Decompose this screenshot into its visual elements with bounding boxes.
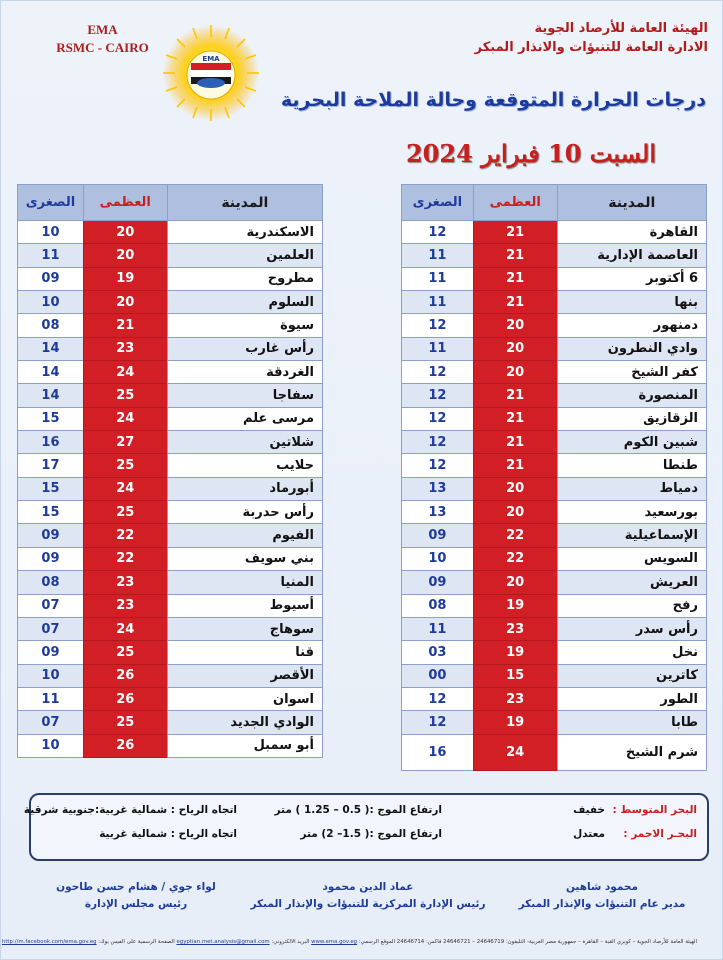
- min-temp-cell: 13: [402, 477, 474, 500]
- max-temp-cell: 25: [83, 384, 167, 407]
- rsmc-text: RSMC - CAIRO: [56, 40, 149, 55]
- table-row: [402, 431, 707, 454]
- min-temp-cell: 12: [402, 687, 474, 710]
- city-cell: الأقصر: [167, 664, 322, 687]
- max-column-header: العظمى: [83, 185, 167, 221]
- max-temp-cell: 21: [473, 431, 557, 454]
- min-temp-cell: 12: [402, 361, 474, 384]
- city-cell: شلاتين: [167, 431, 322, 454]
- signature-central-director: [233, 879, 503, 913]
- table-row: [402, 571, 707, 594]
- forecast-date: السبت 10 فبراير 2024: [405, 139, 657, 168]
- max-temp-cell: 25: [83, 454, 167, 477]
- max-temp-cell: 23: [83, 571, 167, 594]
- max-temp-cell: 21: [473, 221, 557, 244]
- max-temp-cell: 26: [83, 734, 167, 757]
- facebook-link[interactable]: http://m.facebook.com/ema.gov.eg: [1, 939, 97, 945]
- table-row: [402, 407, 707, 430]
- table-row: [402, 267, 707, 290]
- max-temp-cell: 20: [83, 221, 167, 244]
- max-temp-cell: 20: [83, 291, 167, 314]
- max-temp-cell: 26: [83, 687, 167, 710]
- table-row: [18, 547, 323, 570]
- max-temp-cell: 20: [473, 314, 557, 337]
- table-row: [18, 221, 323, 244]
- city-cell: أسيوط: [167, 594, 322, 617]
- min-temp-cell: 14: [18, 337, 84, 360]
- max-temp-cell: 22: [473, 524, 557, 547]
- sea-name: البحر المتوسط :: [612, 804, 697, 816]
- min-temp-cell: 16: [18, 431, 84, 454]
- max-temp-cell: 20: [83, 244, 167, 267]
- table-row: [402, 454, 707, 477]
- table-row: [18, 267, 323, 290]
- table-row: [18, 734, 323, 757]
- min-temp-cell: 12: [402, 221, 474, 244]
- city-cell: نخل: [557, 641, 706, 664]
- email-link[interactable]: egyptian.met.analysis@gmail.com: [176, 939, 270, 945]
- city-cell: شرم الشيخ: [557, 734, 706, 770]
- sea-state: خفيف: [573, 804, 605, 816]
- signatory-name: محمود شاهين: [565, 881, 639, 893]
- right-table-body: [402, 221, 707, 771]
- org-line-2: الادارة العامة للتنبؤات والانذار المبكر: [474, 40, 708, 55]
- city-cell: أبو سمبل: [167, 734, 322, 757]
- city-cell: رأس حدربة: [167, 501, 322, 524]
- max-temp-cell: 22: [83, 524, 167, 547]
- wind-direction: اتجاه الرياح : شمالية غربية:جنوبية شرقية: [23, 804, 237, 816]
- city-cell: العاصمة الإدارية: [557, 244, 706, 267]
- max-temp-cell: 20: [473, 361, 557, 384]
- max-temp-cell: 19: [473, 711, 557, 734]
- table-row: [18, 431, 323, 454]
- max-temp-cell: 24: [83, 361, 167, 384]
- table-row: [18, 384, 323, 407]
- table-row: [402, 244, 707, 267]
- city-column-header: المدينة: [557, 185, 706, 221]
- table-header-row: [18, 185, 323, 221]
- sea-name: البحـر الاحمر :: [623, 828, 697, 840]
- table-row: [18, 501, 323, 524]
- max-temp-cell: 26: [83, 664, 167, 687]
- city-cell: اسوان: [167, 687, 322, 710]
- min-temp-cell: 15: [18, 477, 84, 500]
- table-row: [18, 641, 323, 664]
- website-link[interactable]: www.ema.gov.eg: [311, 939, 358, 945]
- max-temp-cell: 23: [473, 687, 557, 710]
- max-temp-cell: 22: [83, 547, 167, 570]
- max-temp-cell: 23: [83, 594, 167, 617]
- max-temp-cell: 25: [83, 641, 167, 664]
- city-cell: الإسماعيلية: [557, 524, 706, 547]
- wind-direction: اتجاه الرياح : شمالية غربية: [99, 828, 237, 840]
- max-temp-cell: 20: [473, 477, 557, 500]
- table-row: [18, 711, 323, 734]
- max-temp-cell: 21: [473, 384, 557, 407]
- facebook-label: الصفحة الرسمية على الفيس بوك:: [98, 939, 175, 945]
- max-temp-cell: 24: [83, 617, 167, 640]
- min-temp-cell: 16: [402, 734, 474, 770]
- min-temp-cell: 15: [18, 501, 84, 524]
- city-cell: قنا: [167, 641, 322, 664]
- left-temperature-table: [17, 184, 323, 758]
- max-temp-cell: 21: [473, 244, 557, 267]
- table-row: [18, 664, 323, 687]
- min-temp-cell: 10: [18, 664, 84, 687]
- min-column-header: الصغرى: [18, 185, 84, 221]
- max-temp-cell: 23: [83, 337, 167, 360]
- city-cell: كاترين: [557, 664, 706, 687]
- city-cell: سيوة: [167, 314, 322, 337]
- min-temp-cell: 03: [402, 641, 474, 664]
- table-row: [402, 711, 707, 734]
- city-cell: دمياط: [557, 477, 706, 500]
- max-temp-cell: 24: [473, 734, 557, 770]
- signatory-name: لواء جوي / هشام حسن طاحون: [56, 881, 216, 893]
- min-temp-cell: 14: [18, 361, 84, 384]
- max-temp-cell: 21: [473, 267, 557, 290]
- ema-rsmc-label: [45, 21, 160, 57]
- min-temp-cell: 12: [402, 314, 474, 337]
- max-temp-cell: 21: [83, 314, 167, 337]
- min-temp-cell: 12: [402, 454, 474, 477]
- city-cell: السويس: [557, 547, 706, 570]
- table-row: [18, 617, 323, 640]
- table-row: [402, 594, 707, 617]
- max-temp-cell: 20: [473, 337, 557, 360]
- table-row: [18, 454, 323, 477]
- max-temp-cell: 24: [83, 407, 167, 430]
- table-row: [18, 524, 323, 547]
- right-temperature-table: [401, 184, 707, 771]
- city-cell: رأس غارب: [167, 337, 322, 360]
- ema-sun-logo: [161, 23, 261, 123]
- min-temp-cell: 08: [18, 571, 84, 594]
- footer-contact: [1, 939, 697, 945]
- table-row: [18, 407, 323, 430]
- table-row: [18, 571, 323, 594]
- signatory-name: عماد الدين محمود: [322, 881, 414, 893]
- city-cell: الطور: [557, 687, 706, 710]
- table-row: [18, 291, 323, 314]
- table-row: [18, 314, 323, 337]
- left-table-body: [18, 221, 323, 758]
- max-temp-cell: 21: [473, 291, 557, 314]
- city-cell: وادي النطرون: [557, 337, 706, 360]
- page-title: درجات الحرارة المتوقعة وحالة الملاحة البحرية: [280, 89, 706, 111]
- max-temp-cell: 21: [473, 454, 557, 477]
- min-temp-cell: 09: [402, 571, 474, 594]
- city-cell: الزقازيق: [557, 407, 706, 430]
- wave-height: ارتفاع الموج :( 0.5 – 1.25 ) متر: [274, 804, 442, 816]
- city-cell: الوادي الجديد: [167, 711, 322, 734]
- min-column-header: الصغرى: [402, 185, 474, 221]
- max-temp-cell: 22: [473, 547, 557, 570]
- city-cell: حلايب: [167, 454, 322, 477]
- max-temp-cell: 25: [83, 711, 167, 734]
- sea-row-red-sea: [31, 828, 707, 848]
- city-cell: طنطا: [557, 454, 706, 477]
- max-temp-cell: 21: [473, 407, 557, 430]
- min-temp-cell: 11: [402, 337, 474, 360]
- min-temp-cell: 00: [402, 664, 474, 687]
- min-temp-cell: 11: [402, 291, 474, 314]
- min-temp-cell: 07: [18, 594, 84, 617]
- min-temp-cell: 10: [18, 291, 84, 314]
- table-header-row: [402, 185, 707, 221]
- city-cell: مطروح: [167, 267, 322, 290]
- max-temp-cell: 19: [473, 594, 557, 617]
- table-row: [402, 617, 707, 640]
- city-cell: بنها: [557, 291, 706, 314]
- max-temp-cell: 19: [83, 267, 167, 290]
- city-cell: كفر الشيخ: [557, 361, 706, 384]
- city-cell: السلوم: [167, 291, 322, 314]
- city-cell: دمنهور: [557, 314, 706, 337]
- max-temp-cell: 20: [473, 501, 557, 524]
- min-temp-cell: 09: [18, 547, 84, 570]
- table-row: [402, 384, 707, 407]
- city-cell: القاهرة: [557, 221, 706, 244]
- table-row: [18, 244, 323, 267]
- max-temp-cell: 24: [83, 477, 167, 500]
- city-cell: رفح: [557, 594, 706, 617]
- sea-state-box: [23, 793, 709, 861]
- city-cell: رأس سدر: [557, 617, 706, 640]
- city-cell: العلمين: [167, 244, 322, 267]
- min-temp-cell: 12: [402, 384, 474, 407]
- table-row: [18, 477, 323, 500]
- table-row: [18, 687, 323, 710]
- min-temp-cell: 10: [402, 547, 474, 570]
- min-temp-cell: 11: [18, 687, 84, 710]
- max-temp-cell: 19: [473, 641, 557, 664]
- table-row: [402, 664, 707, 687]
- min-temp-cell: 14: [18, 384, 84, 407]
- signature-forecast-director: [502, 879, 702, 913]
- table-row: [402, 547, 707, 570]
- city-cell: الغردقة: [167, 361, 322, 384]
- city-cell: أبورماد: [167, 477, 322, 500]
- min-temp-cell: 11: [402, 244, 474, 267]
- ema-text: EMA: [87, 22, 118, 37]
- footer-address: الهيئة العامة للأرصاد الجوية – كوبري القبة – القاهرة – جمهورية مصر العربية- التليفون: 24646719 – 24646721 فاكس: 24646714 الموقع الرسمي:: [358, 939, 697, 945]
- sea-state: معتدل: [573, 828, 605, 840]
- city-cell: بورسعيد: [557, 501, 706, 524]
- table-row: [402, 687, 707, 710]
- max-temp-cell: 15: [473, 664, 557, 687]
- email-label: البريد الالكتروني:: [271, 939, 310, 945]
- min-temp-cell: 15: [18, 407, 84, 430]
- table-row: [402, 524, 707, 547]
- min-temp-cell: 11: [402, 617, 474, 640]
- min-temp-cell: 12: [402, 431, 474, 454]
- city-column-header: المدينة: [167, 185, 322, 221]
- min-temp-cell: 11: [18, 244, 84, 267]
- table-row: [402, 501, 707, 524]
- city-cell: العريش: [557, 571, 706, 594]
- city-cell: المنيا: [167, 571, 322, 594]
- max-temp-cell: 25: [83, 501, 167, 524]
- min-temp-cell: 17: [18, 454, 84, 477]
- city-cell: سفاجا: [167, 384, 322, 407]
- min-temp-cell: 07: [18, 711, 84, 734]
- min-temp-cell: 09: [18, 641, 84, 664]
- city-cell: بني سويف: [167, 547, 322, 570]
- table-row: [18, 361, 323, 384]
- table-row: [402, 314, 707, 337]
- table-row: [18, 594, 323, 617]
- logo-text: EMA: [202, 55, 220, 63]
- table-row: [402, 337, 707, 360]
- max-temp-cell: 23: [473, 617, 557, 640]
- table-row: [402, 734, 707, 770]
- min-temp-cell: 11: [402, 267, 474, 290]
- max-column-header: العظمى: [473, 185, 557, 221]
- table-row: [18, 337, 323, 360]
- table-row: [402, 641, 707, 664]
- wave-height: ارتفاع الموج :( 1.5– 2) متر: [300, 828, 442, 840]
- min-temp-cell: 09: [18, 524, 84, 547]
- min-temp-cell: 07: [18, 617, 84, 640]
- signatory-title: رئيس الإدارة المركزية للتنبؤات والإنذار المبكر: [250, 898, 486, 910]
- min-temp-cell: 12: [402, 407, 474, 430]
- min-temp-cell: 12: [402, 711, 474, 734]
- city-cell: 6 أكتوبر: [557, 267, 706, 290]
- table-row: [402, 361, 707, 384]
- org-line-1: الهيئة العامة للأرصاد الجوية: [534, 21, 708, 36]
- signatory-title: مدير عام التنبؤات والإنذار المبكر: [518, 898, 686, 910]
- min-temp-cell: 09: [18, 267, 84, 290]
- table-row: [402, 291, 707, 314]
- min-temp-cell: 10: [18, 734, 84, 757]
- city-cell: طابا: [557, 711, 706, 734]
- city-cell: شبين الكوم: [557, 431, 706, 454]
- city-cell: الفيوم: [167, 524, 322, 547]
- city-cell: المنصورة: [557, 384, 706, 407]
- city-cell: سوهاج: [167, 617, 322, 640]
- city-cell: مرسى علم: [167, 407, 322, 430]
- sea-row-mediterranean: [23, 804, 707, 824]
- signatory-title: رئيس مجلس الإدارة: [84, 898, 188, 910]
- table-row: [402, 221, 707, 244]
- min-temp-cell: 08: [402, 594, 474, 617]
- min-temp-cell: 08: [18, 314, 84, 337]
- min-temp-cell: 10: [18, 221, 84, 244]
- min-temp-cell: 13: [402, 501, 474, 524]
- min-temp-cell: 09: [402, 524, 474, 547]
- city-cell: الاسكندرية: [167, 221, 322, 244]
- max-temp-cell: 27: [83, 431, 167, 454]
- signature-chairman: [41, 879, 231, 913]
- table-row: [402, 477, 707, 500]
- max-temp-cell: 20: [473, 571, 557, 594]
- organization-name: [368, 19, 708, 57]
